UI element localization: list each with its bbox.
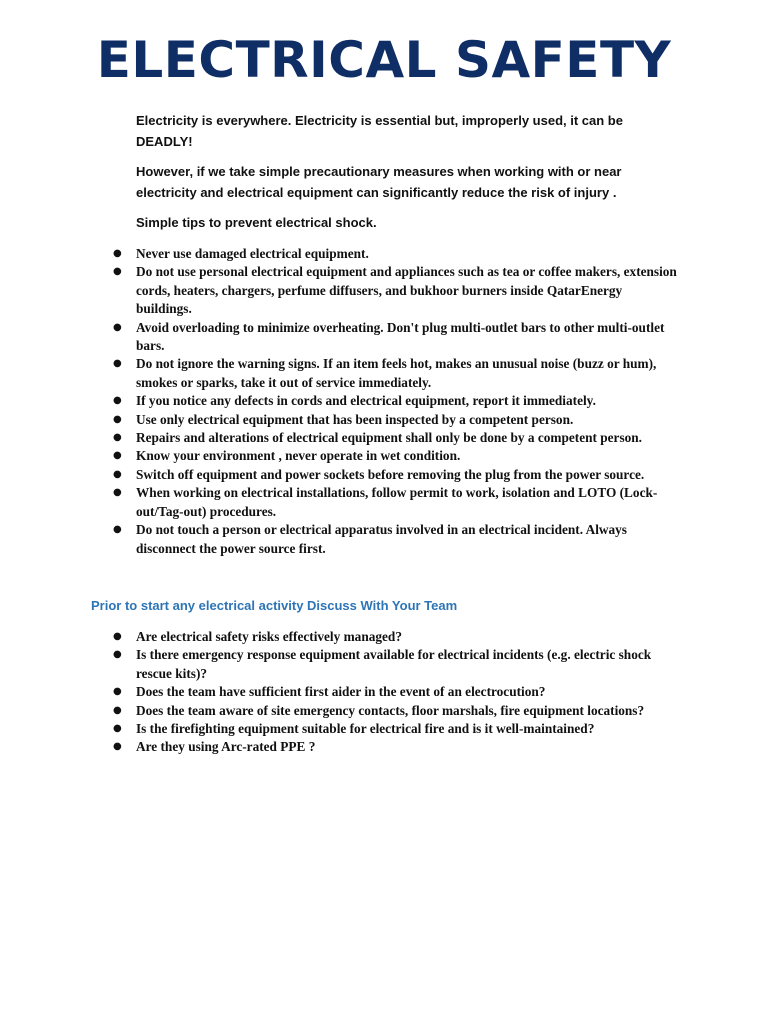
- list-item-text: Never use damaged electrical equipment.: [136, 246, 369, 261]
- bullet-icon: ●: [113, 649, 122, 661]
- tips-intro: Simple tips to prevent electrical shock.: [136, 215, 377, 230]
- list-item-text: Are electrical safety risks effectively managed?: [136, 629, 402, 644]
- bullet-icon: ●: [113, 741, 122, 753]
- list-item-text: If you notice any defects in cords and electrical equipment, report it immediately.: [136, 393, 596, 409]
- list-item: [0, 355, 768, 392]
- bullet-icon: ●: [113, 487, 122, 499]
- list-item-text: Know your environment , never operate in wet condition.: [136, 448, 461, 464]
- list-item: [0, 263, 768, 318]
- list-item-text: When working on electrical installations, follow permit to work, isolation and LOTO (Lock-out/Tag-out) procedures.: [136, 485, 658, 519]
- bullet-icon: ●: [113, 413, 122, 425]
- list-item-text: Do not use personal electrical equipment and appliances such as tea or coffee makers, extension cords, heaters, chargers, perfume diffusers, and bukhoor burners inside QatarEnergy buildings.: [136, 264, 677, 317]
- list-item: [0, 628, 768, 646]
- bullet-icon: ●: [113, 450, 122, 462]
- bullet-icon: ●: [113, 395, 122, 407]
- intro-paragraph-2: However, if we take simple precautionary measures when working with or near electricity and electrical equipment can significantly reduce the risk of injury .: [136, 164, 622, 200]
- list-item: [0, 411, 768, 429]
- bullet-icon: ●: [113, 432, 122, 444]
- list-item-text: Use only electrical equipment that has been inspected by a competent person.: [136, 411, 574, 427]
- team-questions-list: [0, 628, 768, 757]
- bullet-icon: ●: [113, 266, 122, 278]
- bullet-icon: ●: [113, 468, 122, 480]
- list-item-text: Do not ignore the warning signs. If an item feels hot, makes an unusual noise (buzz or hum), smokes or sparks, take it out of service immediately.: [136, 356, 657, 390]
- list-item-text: Switch off equipment and power sockets before removing the plug from the power source.: [136, 466, 645, 482]
- safety-tips-list: [0, 245, 768, 558]
- list-item-text: Do not touch a person or electrical apparatus involved in an electrical incident. Always disconnect the power source first.: [136, 522, 627, 556]
- page-title: ELECTRICAL SAFETY: [96, 31, 672, 89]
- list-item: [0, 646, 768, 683]
- intro-paragraph-1: Electricity is everywhere. Electricity is essential but, improperly used, it can be DEADLY!: [136, 113, 623, 149]
- list-item: [0, 720, 768, 738]
- bullet-icon: ●: [113, 248, 122, 259]
- list-item: [0, 738, 768, 756]
- team-discussion-heading: Prior to start any electrical activity Discuss With Your Team: [91, 598, 458, 613]
- list-item: [0, 319, 768, 356]
- list-item-text: Are they using Arc-rated PPE ?: [136, 739, 316, 755]
- bullet-icon: ●: [113, 686, 122, 698]
- list-item-text: Repairs and alterations of electrical equipment shall only be done by a competent person.: [136, 430, 643, 446]
- list-item-text: Avoid overloading to minimize overheating. Don't plug multi-outlet bars to other multi-outlet bars.: [136, 319, 665, 354]
- list-item: [0, 245, 768, 263]
- list-item: [0, 484, 768, 521]
- list-item: [0, 429, 768, 447]
- list-item: [0, 466, 768, 484]
- bullet-icon: ●: [113, 524, 122, 536]
- list-item: [0, 392, 768, 410]
- bullet-icon: ●: [113, 704, 122, 716]
- list-item-text: Does the team have sufficient first aider in the event of an electrocution?: [136, 684, 546, 700]
- bullet-icon: ●: [113, 631, 122, 642]
- list-item: [0, 683, 768, 701]
- list-item: [0, 702, 768, 720]
- list-item-text: Is there emergency response equipment available for electrical incidents (e.g. electric shock rescue kits)?: [136, 647, 652, 681]
- bullet-icon: ●: [113, 358, 122, 370]
- list-item-text: Does the team aware of site emergency contacts, floor marshals, fire equipment locations?: [136, 702, 645, 718]
- bullet-icon: ●: [113, 321, 122, 333]
- list-item: [0, 521, 768, 558]
- list-item: [0, 447, 768, 465]
- list-item-text: Is the firefighting equipment suitable for electrical fire and is it well-maintained?: [136, 721, 595, 737]
- bullet-icon: ●: [113, 723, 122, 735]
